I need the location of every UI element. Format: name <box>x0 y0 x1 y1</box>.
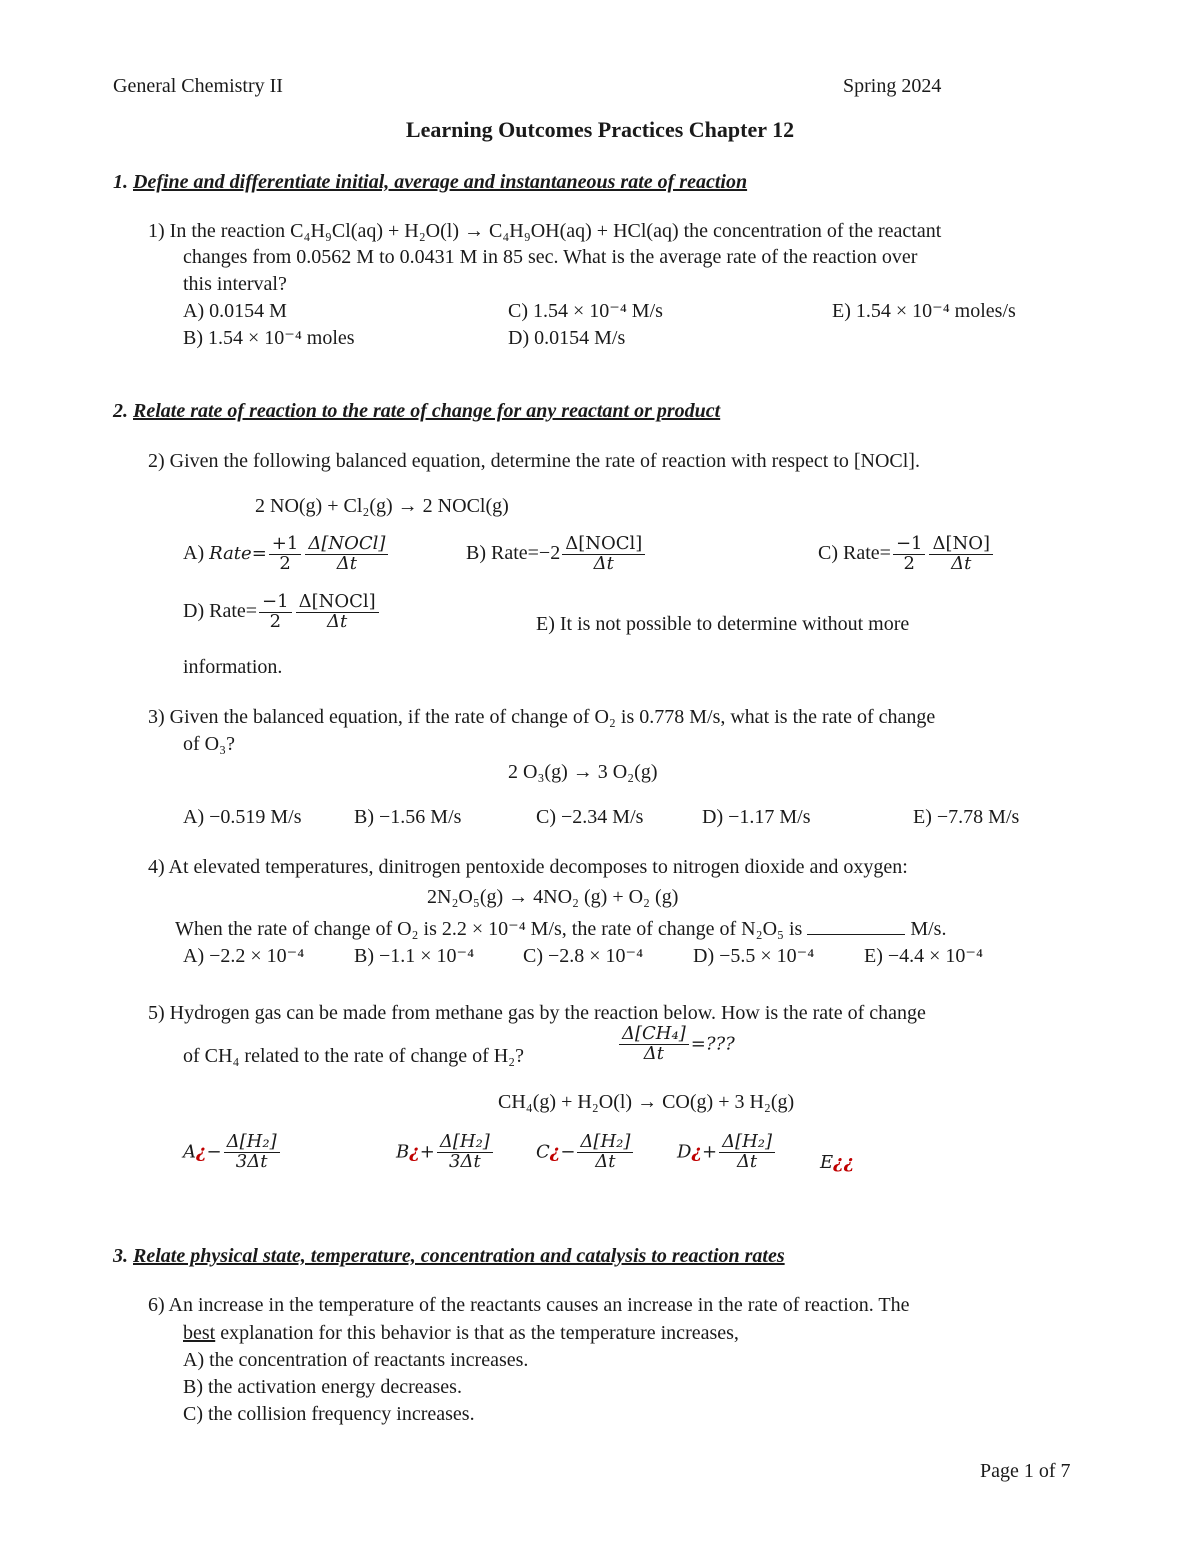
q2-option-b <box>466 535 647 574</box>
q3-option-d: D) −1.17 M/s <box>702 806 811 828</box>
q1-option-c: C) 1.54 × 10⁻⁴ M/s <box>508 300 663 322</box>
q4-option-c: C) −2.8 × 10⁻⁴ <box>523 945 644 967</box>
q2-option-d <box>183 593 381 632</box>
coefficient-fraction <box>893 535 926 574</box>
answer-fraction <box>719 1133 775 1172</box>
coefficient-fraction <box>259 593 292 632</box>
q1-option-e: E) 1.54 × 10⁻⁴ moles/s <box>832 300 1016 322</box>
q1-line2: changes from 0.0562 M to 0.0431 M in 85 sec. What is the average rate of the reaction over <box>183 246 918 268</box>
fraction-numerator: Δ[NOCl] <box>305 535 388 555</box>
q4-option-b: B) −1.1 × 10⁻⁴ <box>354 945 475 967</box>
q1-option-b: B) 1.54 × 10⁻⁴ moles <box>183 327 355 349</box>
option-label: B) Rate=−2 <box>466 541 561 564</box>
q2-option-a <box>183 535 390 574</box>
section-heading-3 <box>113 1244 785 1268</box>
option-label: A) <box>183 541 205 564</box>
q1-line1: 1) In the reaction C₄H₉Cl(aq) + H₂O(l) → C₄H₉OH(aq) + HCl(aq) the concentration of the reactant <box>148 220 942 242</box>
fraction-denominator: Δt <box>593 552 614 574</box>
option-letter: D <box>677 1141 692 1163</box>
fraction-denominator: Δt <box>643 1042 664 1064</box>
q2-equation: 2 NO(g) + Cl₂(g) → 2 NOCl(g) <box>255 495 509 517</box>
section-number: 1. <box>113 171 128 193</box>
option-letter: B <box>396 1141 410 1163</box>
q5-option-c <box>536 1133 635 1172</box>
section-title: Relate physical state, temperature, concentration and catalysis to reaction rates <box>133 1245 785 1267</box>
derivative-fraction <box>562 535 645 574</box>
sign: − <box>560 1141 576 1163</box>
q5-option-d <box>677 1133 777 1172</box>
page-title: Learning Outcomes Practices Chapter 12 <box>405 117 795 142</box>
q6-line2 <box>183 1321 739 1345</box>
fraction-numerator: −1 <box>259 593 292 613</box>
q4-unit: M/s. <box>910 918 947 940</box>
fraction-denominator: 3Δt <box>449 1150 481 1172</box>
rate-label: Rate= <box>209 542 267 564</box>
derivative-fraction <box>305 535 388 574</box>
fraction-denominator: 2 <box>903 552 915 574</box>
fraction-numerator: Δ[NOCl] <box>296 593 379 613</box>
q3-option-e: E) −7.78 M/s <box>913 806 1020 828</box>
q3-equation: 2 O₃(g) → 3 O₂(g) <box>508 761 658 783</box>
answer-fraction <box>577 1133 633 1172</box>
option-letter: A <box>183 1141 196 1163</box>
sign: + <box>419 1141 435 1163</box>
q3-option-b: B) −1.56 M/s <box>354 806 462 828</box>
option-label: C) Rate= <box>818 541 891 564</box>
q5-option-b <box>396 1133 495 1172</box>
question-marks: =??? <box>690 1033 735 1055</box>
placeholder-glyph: ¿¿ <box>833 1152 855 1173</box>
option-label: D) Rate= <box>183 599 258 622</box>
fraction-numerator: Δ[H₂] <box>224 1133 280 1153</box>
fraction-denominator: Δt <box>595 1150 616 1172</box>
derivative-fraction <box>619 1025 689 1064</box>
sign: + <box>701 1141 718 1163</box>
q2-option-c <box>818 535 995 574</box>
coefficient-fraction <box>269 535 302 574</box>
answer-fraction <box>437 1133 493 1172</box>
fraction-denominator: Δt <box>951 552 972 574</box>
section-title: Relate rate of reaction to the rate of change for any reactant or product <box>133 400 721 422</box>
q6-option-a: A) the concentration of reactants increases. <box>183 1349 529 1371</box>
fraction-numerator: Δ[H₂] <box>719 1133 775 1153</box>
q3-line1: 3) Given the balanced equation, if the rate of change of O₂ is 0.778 M/s, what is the rate of change <box>148 706 936 728</box>
course-name: General Chemistry II <box>113 75 283 97</box>
q6-option-c: C) the collision frequency increases. <box>183 1403 475 1425</box>
q5-option-a <box>183 1133 282 1172</box>
fraction-denominator: Δt <box>336 552 357 574</box>
q1-option-a: A) 0.0154 M <box>183 300 287 322</box>
section-heading-1 <box>113 170 747 194</box>
q6-line1: 6) An increase in the temperature of the reactants causes an increase in the rate of reaction. The <box>148 1294 910 1316</box>
fraction-numerator: Δ[CH₄] <box>619 1025 689 1045</box>
section-heading-2 <box>113 399 720 423</box>
q6-option-b: B) the activation energy decreases. <box>183 1376 462 1398</box>
q5-question-fraction <box>617 1025 735 1064</box>
q5-line1: 5) Hydrogen gas can be made from methane gas by the reaction below. How is the rate of change <box>148 1002 926 1024</box>
q5-line2: of CH₄ related to the rate of change of H₂? <box>183 1045 525 1067</box>
section-number: 3. <box>113 1245 128 1267</box>
fraction-denominator: 2 <box>269 610 282 632</box>
fraction-numerator: Δ[NO] <box>929 535 993 555</box>
fraction-numerator: −1 <box>893 535 926 555</box>
placeholder-glyph: ¿ <box>549 1141 561 1163</box>
page-number: Page 1 of 7 <box>980 1460 1071 1482</box>
fraction-denominator: Δt <box>736 1150 758 1172</box>
fraction-denominator: Δt <box>327 610 348 632</box>
answer-blank <box>807 916 905 935</box>
q3-option-a: A) −0.519 M/s <box>183 806 302 828</box>
q1-option-d: D) 0.0154 M/s <box>508 327 626 349</box>
section-number: 2. <box>113 400 128 422</box>
option-letter: E <box>820 1152 834 1173</box>
derivative-fraction <box>296 593 379 632</box>
q4-option-d: D) −5.5 × 10⁻⁴ <box>693 945 815 967</box>
fraction-denominator: 3Δt <box>235 1150 268 1172</box>
q4-option-a: A) −2.2 × 10⁻⁴ <box>183 945 305 967</box>
fraction-numerator: Δ[H₂] <box>577 1133 633 1153</box>
sign: − <box>206 1141 222 1163</box>
fraction-numerator: Δ[H₂] <box>437 1133 493 1153</box>
fraction-denominator: 2 <box>279 552 291 574</box>
q3-line2: of O₃? <box>183 733 235 755</box>
q3-option-c: C) −2.34 M/s <box>536 806 644 828</box>
q5-option-e <box>820 1152 854 1174</box>
q4-line2 <box>175 916 946 941</box>
q5-equation: CH₄(g) + H₂O(l) → CO(g) + 3 H₂(g) <box>498 1091 795 1113</box>
fraction-numerator: Δ[NOCl] <box>562 535 645 555</box>
q6-line2-rest: explanation for this behavior is that as the temperature increases, <box>215 1322 739 1344</box>
section-title: Define and differentiate initial, average and instantaneous rate of reaction <box>133 171 748 193</box>
q4-equation: 2N₂O₅(g) → 4NO₂ (g) + O₂ (g) <box>427 886 679 908</box>
emphasis-word: best <box>183 1322 216 1344</box>
q2-option-e: E) It is not possible to determine without more <box>536 613 910 635</box>
q1-line3: this interval? <box>183 273 287 295</box>
placeholder-glyph: ¿ <box>691 1141 702 1163</box>
q2-option-e-continued: information. <box>183 656 283 678</box>
answer-fraction <box>224 1133 280 1172</box>
q2-line1: 2) Given the following balanced equation, determine the rate of reaction with respect to [NOCl]. <box>148 450 920 472</box>
q4-line1: 4) At elevated temperatures, dinitrogen pentoxide decomposes to nitrogen dioxide and oxygen: <box>148 856 908 878</box>
fraction-numerator: +1 <box>269 535 302 555</box>
term: Spring 2024 <box>843 75 942 97</box>
q4-option-e: E) −4.4 × 10⁻⁴ <box>864 945 983 967</box>
placeholder-glyph: ¿ <box>409 1141 420 1163</box>
option-letter: C <box>536 1141 550 1163</box>
derivative-fraction <box>929 535 993 574</box>
placeholder-glyph: ¿ <box>196 1141 207 1163</box>
q4-prompt: When the rate of change of O₂ is 2.2 × 10⁻⁴ M/s, the rate of change of N₂O₅ is <box>175 918 803 940</box>
